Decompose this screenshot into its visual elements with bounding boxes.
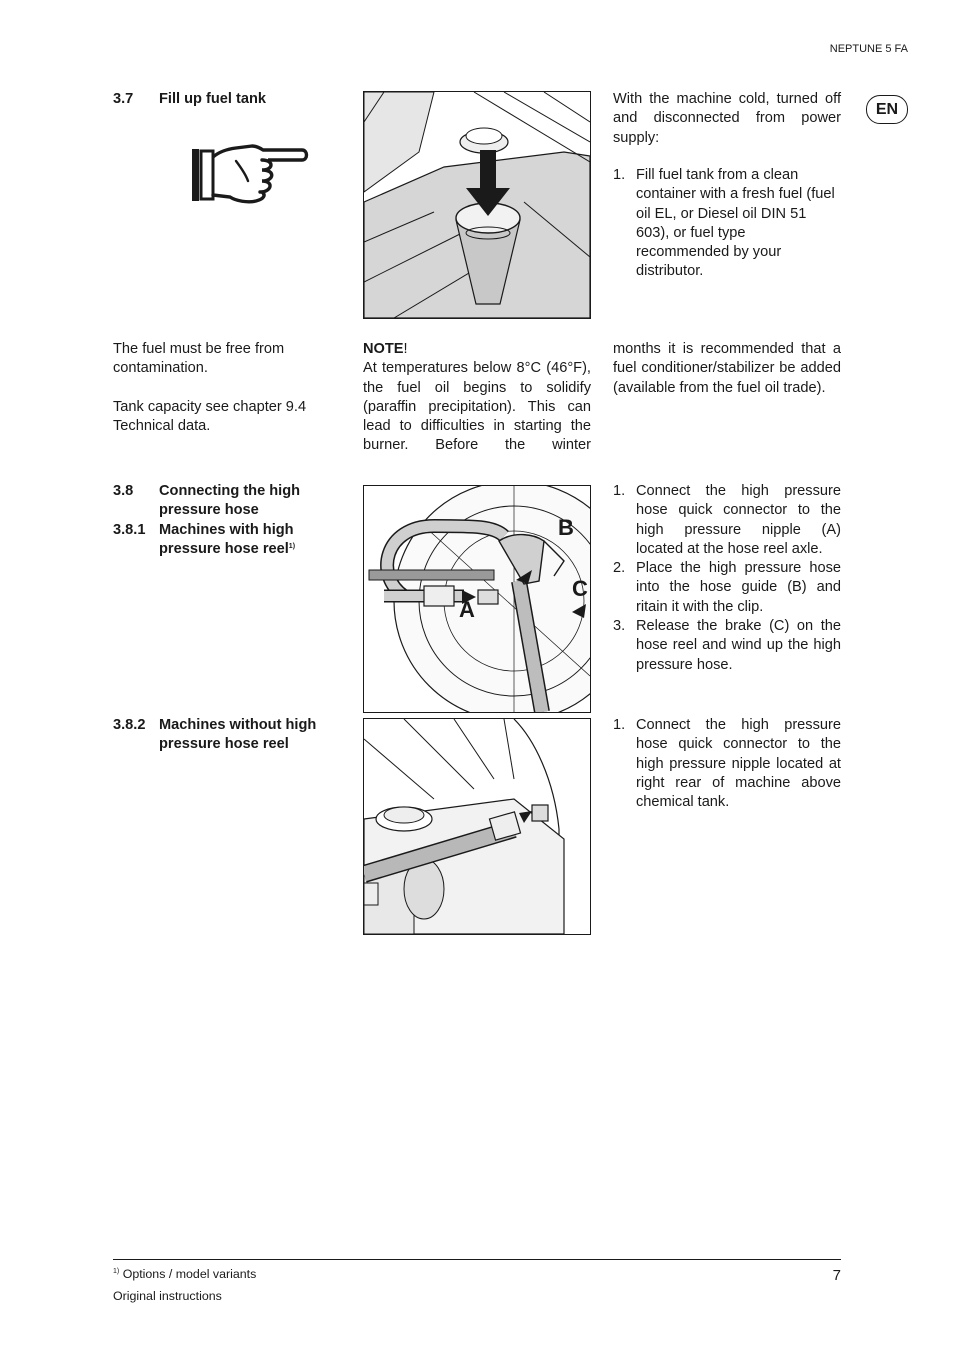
section-number: 3.8.2 (113, 717, 146, 733)
document-header: NEPTUNE 5 FA (829, 43, 908, 55)
section-3-8-2-heading (113, 716, 353, 756)
section-title: Machines without high pressure hose reel (159, 717, 317, 753)
page-number: 7 (832, 1267, 841, 1284)
list-item (613, 716, 841, 812)
step-text: Connect the high pressure hose quick connector to the high pressure nipple located at right rear of machine above chemical tank. (636, 717, 841, 811)
pointing-hand-icon (190, 141, 312, 205)
fuel-steps-list (613, 166, 841, 282)
hose-no-reel-steps-list (613, 716, 841, 812)
step-number: 1. (613, 167, 626, 183)
step-text: Release the brake (C) on the hose reel and wind up the high pressure hose. (636, 618, 841, 673)
section-title-text: Machines with high pressure hose reel (159, 522, 294, 558)
note-block (363, 340, 591, 456)
section-title (159, 521, 349, 560)
step-number: 2. (613, 560, 626, 577)
language-badge: EN (866, 95, 908, 124)
step-text: Connect the high pressure hose quick connector to the high pressure nipple (A) located at the hose reel axle. (636, 483, 841, 557)
step-number: 1. (613, 717, 626, 733)
figure-label-a: A (459, 597, 475, 622)
step-text: Fill fuel tank from a clean container with a fresh fuel (fuel oil EL, or Diesel oil DIN 51 603), or fuel type recommended by your distributor. (636, 167, 835, 280)
footer-divider (113, 1259, 841, 1260)
section-title: Connecting the high pressure hose (159, 483, 301, 519)
step-number: 3. (613, 618, 626, 635)
note-text: At temperatures below 8°C (46°F), the fuel oil begins to solidify (paraffin precipitation). This can lead to difficulties in starting the burner. Before the winter (363, 360, 591, 454)
fuel-intro-text: With the machine cold, turned off and disconnected from power supply: (613, 91, 841, 146)
section-3-8-heading (113, 482, 353, 522)
section-number: 3.8 (113, 483, 134, 499)
figure-label-c: C (572, 576, 588, 601)
list-item (613, 617, 841, 675)
section-title: Fill up fuel tank (159, 91, 267, 107)
step-number: 1. (613, 483, 626, 499)
section-3-8-1-heading (113, 521, 353, 561)
tank-capacity-text: Tank capacity see chapter 9.4 Technical data. (113, 399, 307, 435)
list-item (613, 482, 841, 559)
note-continued-text: months it is recommended that a fuel conditioner/stabilizer be added (available from the fuel oil trade). (613, 341, 841, 396)
section-number: 3.7 (113, 91, 134, 107)
step-text: Place the high pressure hose into the hose guide (B) and ritain it with the clip. (636, 560, 841, 615)
figure-label-b: B (558, 515, 574, 540)
note-label: NOTE (363, 341, 404, 357)
section-number: 3.8.1 (113, 522, 146, 538)
hose-connection-figure (363, 718, 591, 935)
hose-reel-steps-list (613, 482, 841, 675)
list-item (613, 166, 841, 282)
hose-reel-figure (363, 485, 591, 713)
footnote-text: Options / model variants (122, 1267, 257, 1281)
note-mark: ! (403, 341, 408, 357)
footnote-marker: 1) (113, 1268, 120, 1275)
footnote-ref: 1) (288, 543, 296, 551)
footnote (113, 1266, 256, 1282)
fuel-tank-figure (363, 91, 591, 319)
list-item (613, 559, 841, 617)
original-instructions-label: Original instructions (113, 1289, 222, 1303)
fuel-contamination-text: The fuel must be free from contamination. (113, 341, 285, 377)
section-3-7-heading (113, 90, 353, 110)
